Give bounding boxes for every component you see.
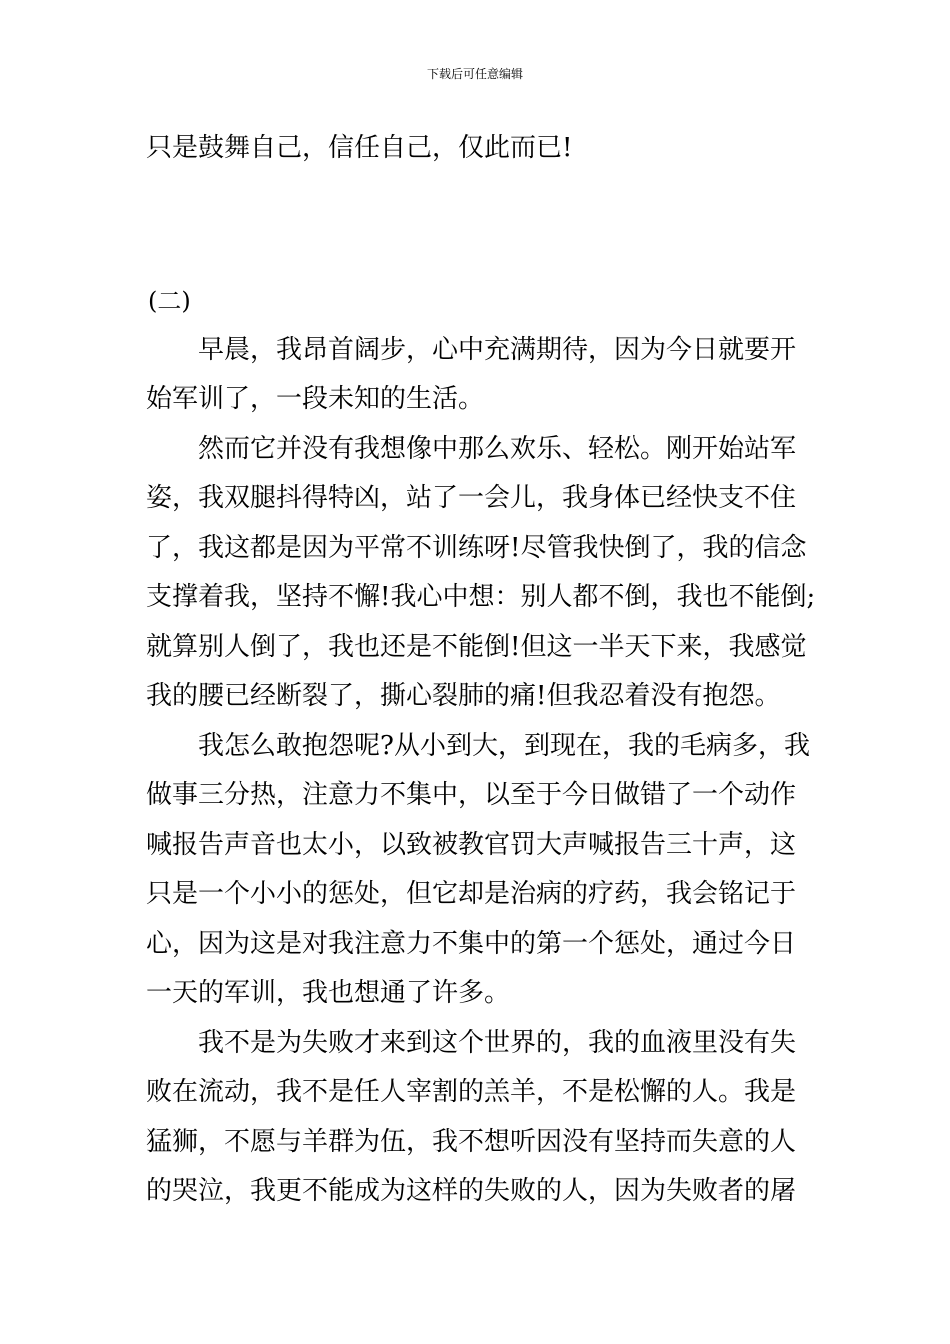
text-line: 一天的军训，我也想通了许多。 bbox=[146, 978, 511, 1008]
text-line: 我怎么敢抱怨呢?从小到大，到现在，我的毛病多，我 bbox=[146, 731, 810, 761]
text-line: 姿，我双腿抖得特凶，站了一会儿，我身体已经快支不住 bbox=[146, 483, 797, 513]
text-line: 然而它并没有我想像中那么欢乐、轻松。刚开始站军 bbox=[146, 434, 797, 464]
text-line: 就算别人倒了，我也还是不能倒!但这一半天下来，我感觉 bbox=[146, 632, 807, 662]
text-line: 我不是为失败才来到这个世界的，我的血液里没有失 bbox=[146, 1028, 797, 1058]
text-line: 只是一个小小的惩处，但它却是治病的疗药，我会铭记于 bbox=[146, 879, 797, 909]
text-line: 早晨，我昂首阔步，心中充满期待，因为今日就要开 bbox=[146, 335, 797, 365]
header-note: 下载后可任意编辑 bbox=[426, 67, 523, 81]
text-line: 心，因为这是对我注意力不集中的第一个惩处，通过今日 bbox=[146, 929, 797, 959]
text-line: 了，我这都是因为平常不训练呀!尽管我快倒了，我的信念 bbox=[146, 533, 807, 563]
text-line: 我的腰已经断裂了，撕心裂肺的痛!但我忍着没有抱怨。 bbox=[146, 681, 781, 711]
top-line: 只是鼓舞自己，信任自己，仅此而已! bbox=[146, 133, 573, 163]
text-line: 猛狮，不愿与羊群为伍，我不想听因没有坚持而失意的人 bbox=[146, 1127, 797, 1157]
text-line: 始军训了，一段未知的生活。 bbox=[146, 384, 485, 414]
section-heading: (二) bbox=[148, 287, 191, 315]
text-line: 喊报告声音也太小，以致被教官罚大声喊报告三十声，这 bbox=[146, 830, 797, 860]
text-line: 败在流动，我不是任人宰割的羔羊，不是松懈的人。我是 bbox=[146, 1077, 797, 1107]
text-line: 支撑着我，坚持不懈!我心中想：别人都不倒，我也不能倒; bbox=[146, 582, 816, 612]
text-line: 的哭泣，我更不能成为这样的失败的人，因为失败者的屠 bbox=[146, 1176, 797, 1206]
text-line: 做事三分热，注意力不集中，以至于今日做错了一个动作 bbox=[146, 780, 797, 810]
